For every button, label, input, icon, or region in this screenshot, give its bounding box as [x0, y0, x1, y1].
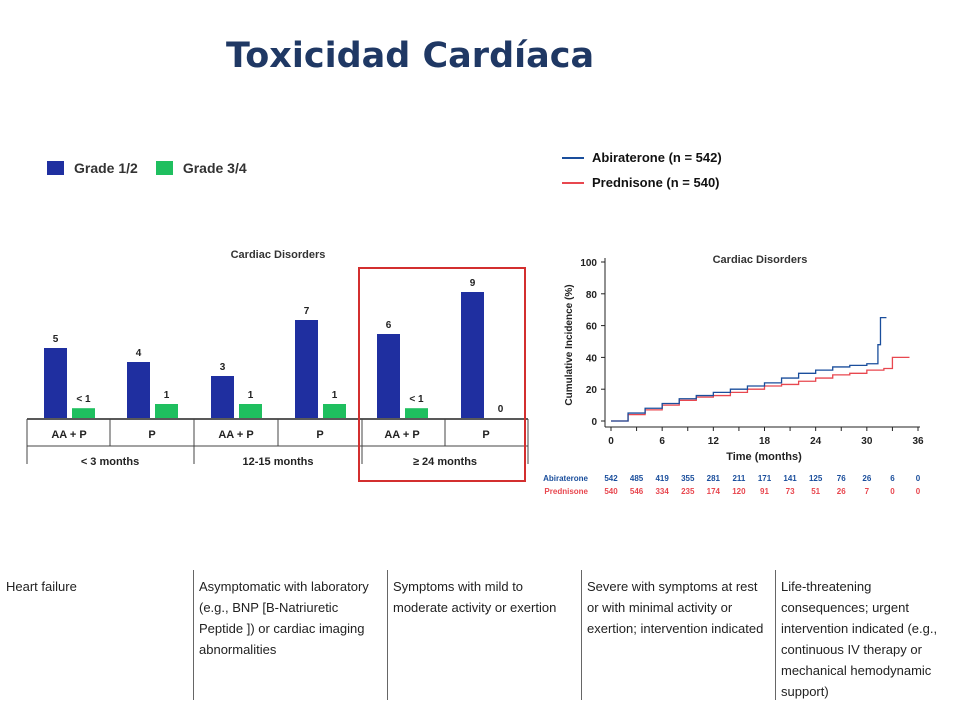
- x-tick-label: 30: [861, 436, 873, 447]
- grade34-label: Grade 3/4: [182, 160, 247, 176]
- at-risk-value: 419: [655, 474, 669, 483]
- x-tick-label: 6: [659, 436, 665, 447]
- table-cell: Life-threatening consequences; urgent intervention indicated (e.g., continuous IV therapy or mechanical hemodynamic support): [781, 579, 938, 699]
- bar-grade34: [239, 404, 262, 418]
- at-risk-value: 546: [629, 487, 644, 496]
- y-axis-label: Cumulative Incidence (%): [564, 284, 575, 406]
- table-cell: Severe with symptoms at rest or with minimal activity or exertion; intervention indicated: [587, 579, 764, 636]
- at-risk-value: 334: [655, 487, 669, 496]
- table-cell: Heart failure: [6, 579, 77, 594]
- grade12-label: Grade 1/2: [74, 160, 138, 176]
- at-risk-value: 281: [706, 474, 721, 483]
- bar-category-label: AA + P: [384, 429, 420, 441]
- x-tick-label: 0: [608, 436, 614, 447]
- at-risk-value: 0: [915, 487, 921, 496]
- bar-value-label: 7: [303, 306, 310, 317]
- at-risk-value: 7: [864, 487, 870, 496]
- bar-value-label: 6: [385, 320, 392, 331]
- abiraterone-curve: [611, 318, 886, 421]
- at-risk-value: 120: [732, 487, 746, 496]
- bar-grade12: [127, 362, 150, 418]
- bar-grade12: [211, 376, 234, 418]
- at-risk-value: 235: [681, 487, 695, 496]
- bar-grade12: [461, 292, 484, 418]
- bar-category-label: AA + P: [218, 429, 254, 441]
- at-risk-value: 542: [604, 474, 618, 483]
- ctcae-table: [0, 570, 960, 700]
- y-tick-label: 20: [585, 385, 597, 397]
- y-tick-label: 40: [585, 353, 597, 365]
- bar-value-label: 4: [135, 348, 142, 359]
- at-risk-value: 73: [785, 487, 795, 496]
- bar-grade34: [405, 408, 428, 418]
- x-tick-label: 12: [707, 436, 719, 447]
- x-tick-label: 24: [810, 436, 822, 447]
- at-risk-value: 0: [915, 474, 921, 483]
- prednisone-curve: [611, 357, 909, 421]
- at-risk-value: 174: [706, 487, 721, 496]
- at-risk-value: 26: [862, 474, 872, 483]
- at-risk-value: 211: [732, 474, 746, 483]
- y-tick-label: 100: [580, 258, 597, 269]
- at-risk-value: 355: [681, 474, 695, 483]
- bar-category-label: P: [316, 429, 324, 441]
- at-risk-value: 51: [811, 487, 821, 496]
- bar-value-label: 1: [331, 390, 338, 401]
- table-cell: Symptoms with mild to moderate activity or exertion: [393, 579, 557, 615]
- at-risk-value: 6: [890, 474, 895, 483]
- bar-category-label: AA + P: [51, 429, 87, 441]
- abi-legend-label: Abiraterone (n = 542): [592, 150, 722, 165]
- bar-grade34: [72, 408, 95, 418]
- y-tick-label: 80: [585, 289, 597, 301]
- bar-value-label: 5: [52, 334, 59, 345]
- bar-grade12: [295, 320, 318, 418]
- line-chart-title: Cardiac Disorders: [712, 254, 808, 266]
- at-risk-label-abi: Abiraterone: [543, 474, 588, 483]
- bar-value-label: 3: [219, 362, 226, 373]
- y-tick-label: 0: [591, 417, 597, 428]
- bar-grade12: [44, 348, 67, 418]
- at-risk-value: 76: [836, 474, 846, 483]
- x-tick-label: 36: [912, 436, 924, 447]
- at-risk-value: 91: [760, 487, 769, 496]
- bar-value-label: < 1: [409, 394, 424, 406]
- bar-value-label: < 1: [76, 394, 91, 406]
- at-risk-label-pred: Prednisone: [544, 487, 588, 496]
- bar-category-label: P: [148, 429, 156, 441]
- x-tick-label: 18: [758, 436, 771, 447]
- at-risk-value: 26: [836, 487, 846, 496]
- bar-value-label: 0: [497, 404, 504, 415]
- bar-value-label: 1: [247, 390, 254, 401]
- y-tick-label: 60: [585, 321, 597, 333]
- bar-chart-title: Cardiac Disorders: [230, 249, 326, 261]
- bar-value-label: 9: [469, 278, 476, 289]
- at-risk-value: 141: [783, 474, 797, 483]
- bar-grade12: [377, 334, 400, 418]
- at-risk-value: 0: [890, 487, 895, 496]
- bar-grade34: [323, 404, 346, 418]
- x-axis-label: Time (months): [726, 451, 802, 463]
- pred-legend-label: Prednisone (n = 540): [592, 175, 720, 190]
- at-risk-value: 171: [757, 474, 772, 483]
- bar-group-label: 12-15 months: [242, 456, 314, 468]
- bar-category-label: P: [482, 429, 490, 441]
- bar-group-label: ≥ 24 months: [412, 456, 478, 468]
- bar-group-label: < 3 months: [80, 456, 140, 468]
- at-risk-value: 485: [629, 474, 644, 483]
- bar-grade34: [155, 404, 178, 418]
- at-risk-value: 540: [604, 487, 618, 496]
- page-title: Toxicidad Cardíaca: [226, 36, 595, 76]
- at-risk-value: 125: [808, 474, 823, 483]
- bar-value-label: 1: [163, 390, 170, 401]
- table-cell: Asymptomatic with laboratory (e.g., BNP [B-Natriuretic Peptide ]) or cardiac imaging abnormalities: [199, 579, 369, 657]
